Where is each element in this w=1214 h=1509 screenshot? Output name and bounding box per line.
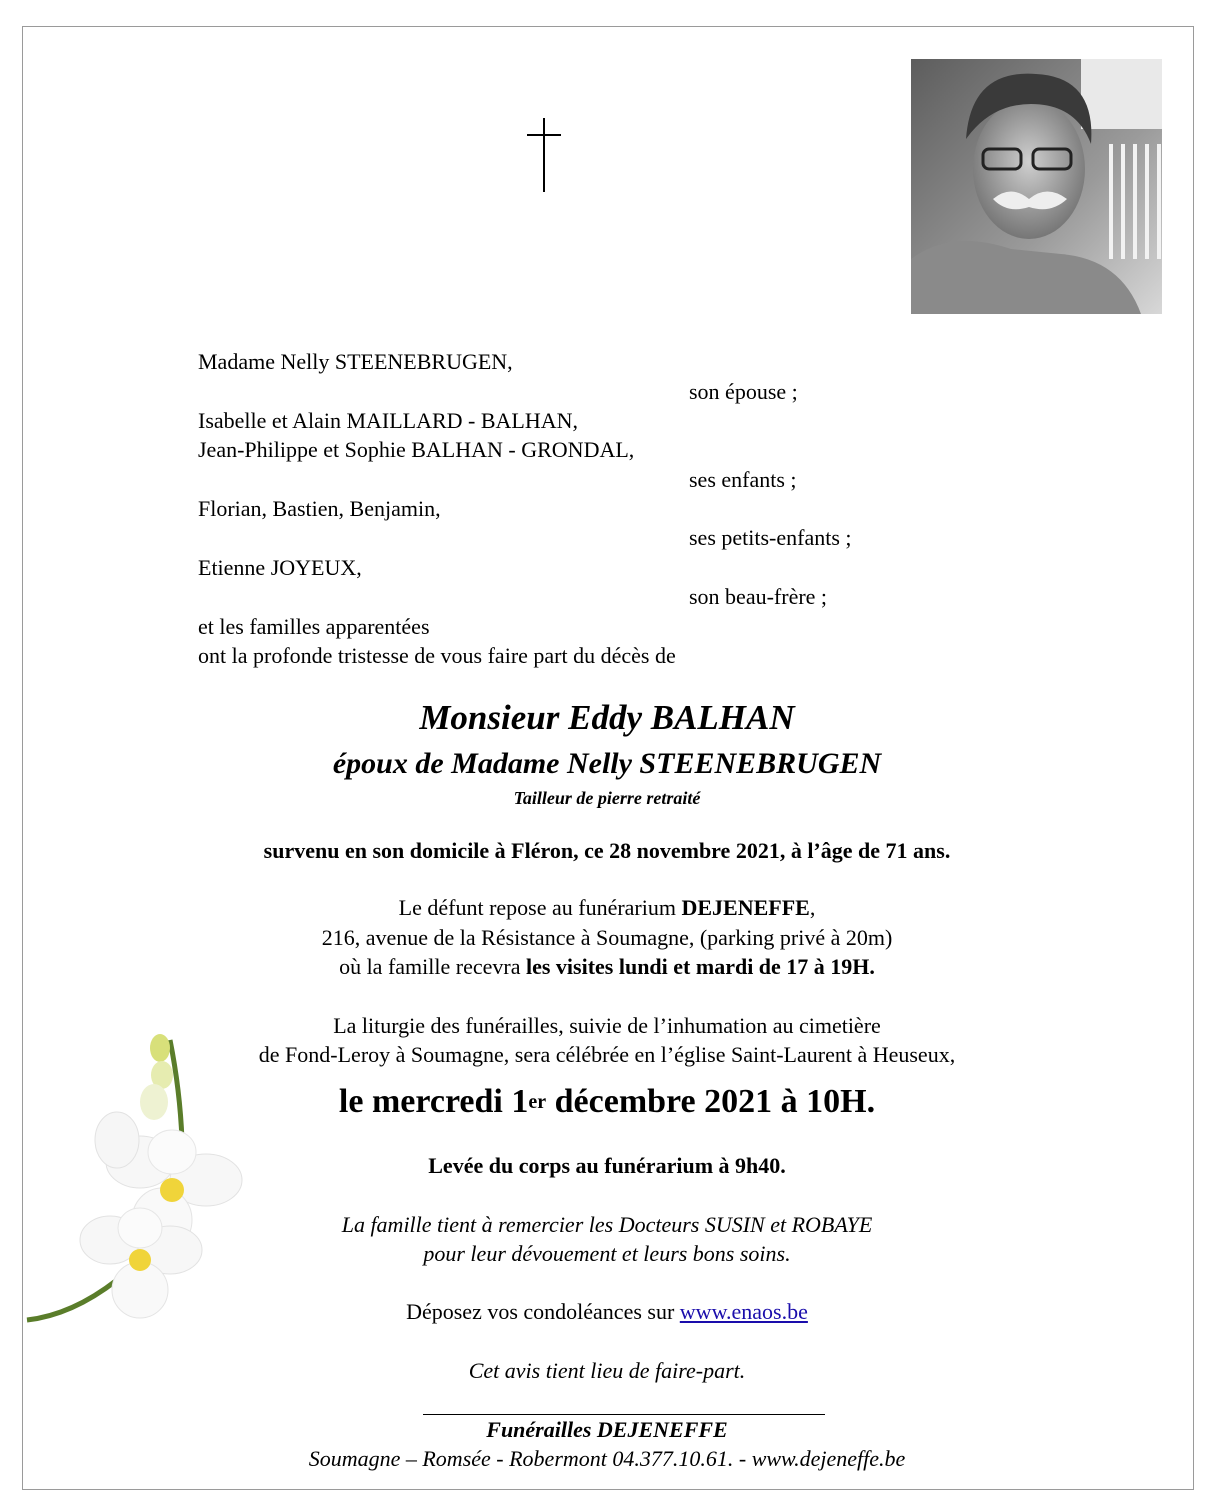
visitation-text: Le défunt repose au funérarium: [398, 895, 682, 920]
portrait-photo: [911, 59, 1162, 314]
condolences-text: Déposez vos condoléances sur: [406, 1299, 680, 1324]
footer-divider: [423, 1414, 825, 1415]
funeral-line-2: de Fond-Leroy à Soumagne, sera célébrée en l’église Saint-Laurent à Heuseux,: [258, 1042, 956, 1067]
funeral-line-1: La liturgie des funérailles, suivie de l’inhumation au cimetière: [333, 1013, 881, 1038]
visitation-address: 216, avenue de la Résistance à Soumagne, (parking privé à 20m): [321, 925, 893, 950]
visitation-line-1: [0, 895, 1214, 921]
relation-spouse: son épouse ;: [689, 379, 798, 404]
family-line-4: Florian, Bastien, Benjamin,: [198, 496, 441, 521]
cross-icon: [522, 116, 566, 196]
family-line-6: et les familles apparentées: [198, 614, 430, 639]
family-line-7: ont la profonde tristesse de vous faire part du décès de: [198, 643, 676, 668]
visitation-comma: ,: [809, 895, 816, 920]
deceased-occupation: Tailleur de pierre retraité: [513, 788, 701, 808]
funeral-date-a: le mercredi 1: [338, 1083, 529, 1120]
relation-brother-in-law: son beau-frère ;: [689, 584, 828, 609]
levee-du-corps: Levée du corps au funérarium à 9h40.: [428, 1153, 786, 1178]
funeral-date-sup: er: [528, 1091, 547, 1113]
family-line-3: Jean-Philippe et Sophie BALHAN - GRONDAL,: [198, 437, 635, 462]
funeral-date-b: décembre 2021 à 10H.: [546, 1083, 876, 1120]
death-statement: survenu en son domicile à Fléron, ce 28 novembre 2021, à l’âge de 71 ans.: [263, 838, 951, 863]
family-line-5: Etienne JOYEUX,: [198, 555, 362, 580]
visiting-hours: les visites lundi et mardi de 17 à 19H.: [525, 954, 875, 979]
funeral-home-name: DEJENEFFE: [681, 895, 810, 920]
thanks-line-1: La famille tient à remercier les Docteurs SUSIN et ROBAYE: [341, 1212, 873, 1237]
footer-contact: Soumagne – Romsée - Robermont 04.377.10.61. - www.dejeneffe.be: [308, 1446, 906, 1471]
visitation-line-3: [0, 954, 1214, 980]
thanks-line-2: pour leur dévouement et leurs bons soins.: [423, 1241, 791, 1266]
relation-children: ses enfants ;: [689, 467, 797, 492]
notice-line: Cet avis tient lieu de faire-part.: [468, 1358, 746, 1383]
condolences-link[interactable]: www.enaos.be: [679, 1299, 808, 1324]
orchid-flower-icon: [22, 1030, 282, 1360]
visitation-intro: où la famille recevra: [339, 954, 526, 979]
relation-grandchildren: ses petits-enfants ;: [689, 525, 852, 550]
footer-company: Funérailles DEJENEFFE: [486, 1417, 728, 1442]
family-line-2: Isabelle et Alain MAILLARD - BALHAN,: [198, 408, 579, 433]
deceased-spouse: époux de Madame Nelly STEENEBRUGEN: [332, 747, 882, 780]
family-line-1: Madame Nelly STEENEBRUGEN,: [198, 349, 513, 374]
deceased-name: Monsieur Eddy BALHAN: [419, 698, 795, 737]
